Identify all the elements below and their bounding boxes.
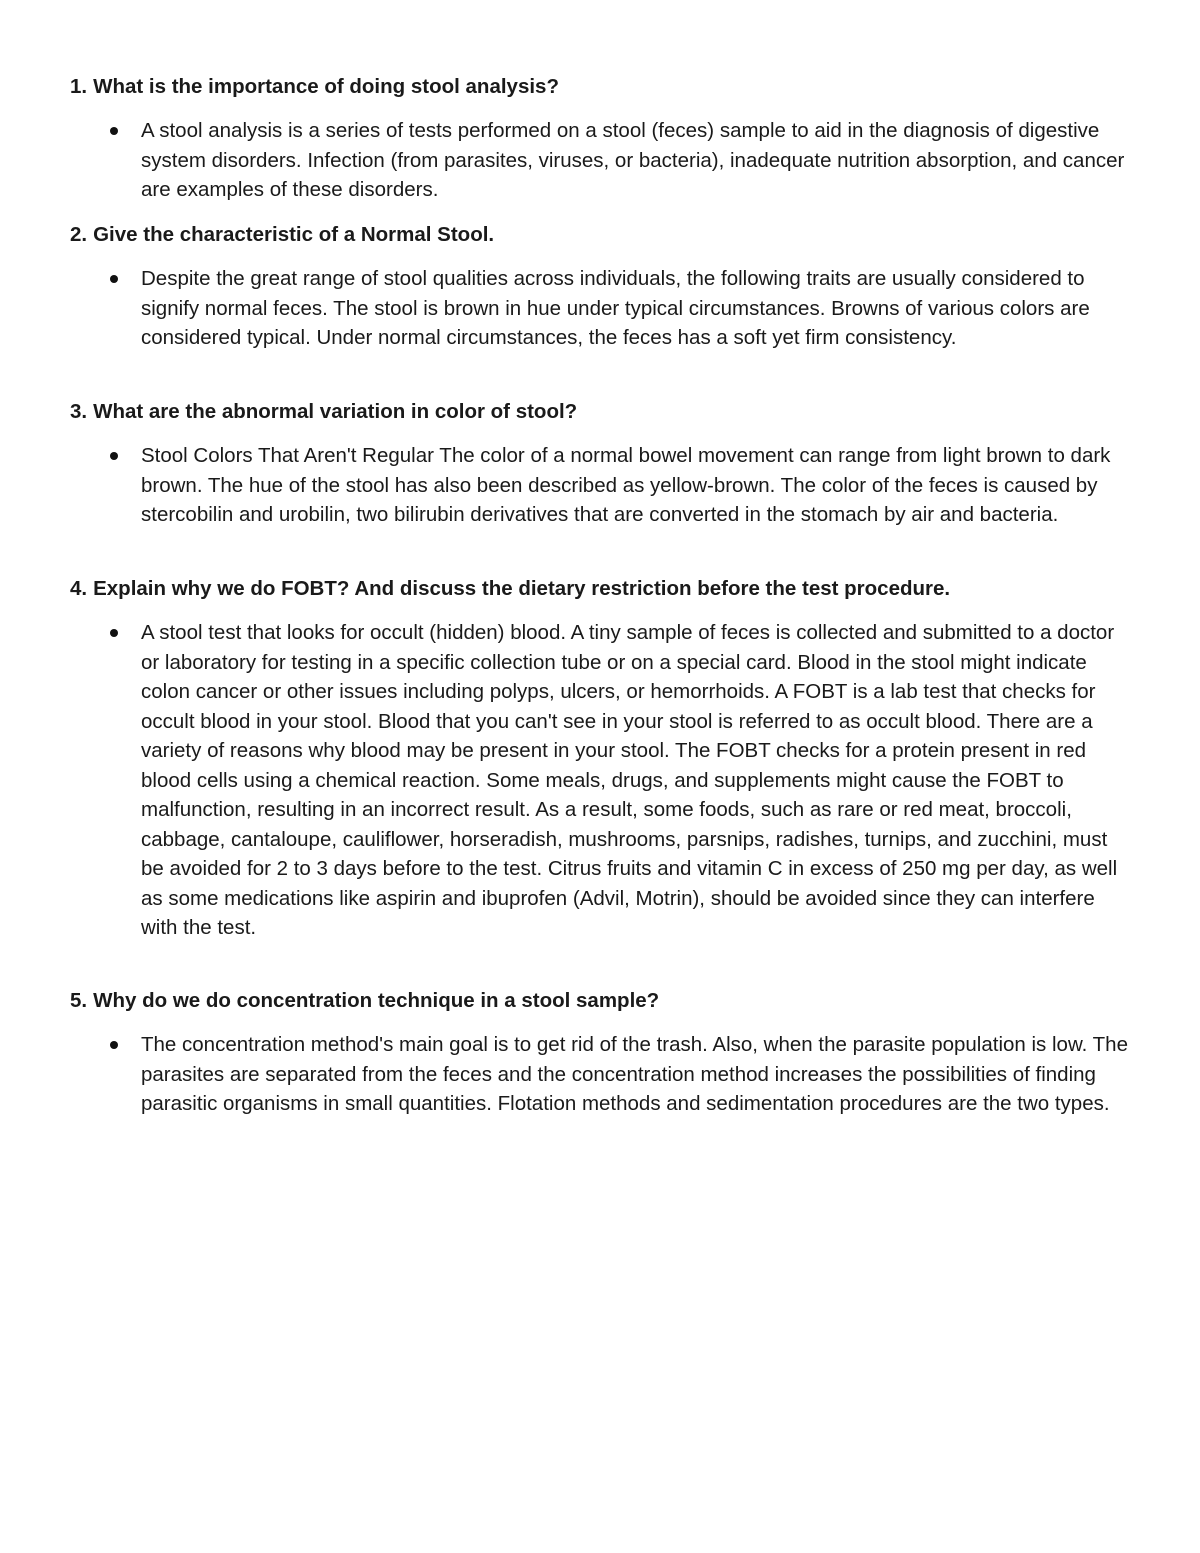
answer-bullet — [70, 1030, 1131, 1119]
question-text: What are the abnormal variation in color of stool? — [93, 400, 578, 423]
question-heading — [70, 986, 1135, 1015]
question-text: Give the characteristic of a Normal Stool. — [93, 223, 495, 246]
answer-bullet — [70, 264, 1131, 353]
question-text: What is the importance of doing stool analysis? — [93, 75, 559, 98]
answer-bullet — [70, 618, 1131, 943]
answer-text: A stool test that looks for occult (hidden) blood. A tiny sample of feces is collected and submitted to a doctor or laboratory for testing in a specific collection tube or on a special card. Blood in the stool might indicate colon cancer or other issues including polyps, ulcers, or hemorrhoids. A FOBT is a lab test that checks for occult blood in your stool. Blood that you can't see in your stool is referred to as occult blood. There are a variety of reasons why blood may be present in your stool. The FOBT checks for a protein present in red blood cells using a chemical reaction. Some meals, drugs, and supplements might cause the FOBT to malfunction, resulting in an incorrect result. As a result, some foods, such as rare or red meat, broccoli, cabbage, cantaloupe, cauliflower, horseradish, mushrooms, parsnips, radishes, turnips, and zucchini, must be avoided for 2 to 3 days before to the test. Citrus fruits and vitamin C in excess of 250 mg per day, as well as some medications like aspirin and ibuprofen (Advil, Motrin), should be avoided since they can interfere with the test. — [141, 621, 1118, 939]
question-number: 4. — [70, 577, 88, 600]
question-number: 2. — [70, 223, 88, 246]
qa-item-1 — [70, 72, 1135, 205]
bullet-icon — [110, 127, 118, 135]
answer-text: The concentration method's main goal is to get rid of the trash. Also, when the parasite population is low. The parasites are separated from the feces and the concentration method increases the possibilities of finding parasitic organisms in small quantities. Flotation methods and sedimentation procedures are the two types. — [141, 1033, 1128, 1115]
bullet-icon — [110, 452, 118, 460]
qa-item-2 — [70, 220, 1135, 353]
question-heading — [70, 397, 1135, 426]
bullet-icon — [110, 1041, 118, 1049]
answer-text: Stool Colors That Aren't Regular The color of a normal bowel movement can range from light brown to dark brown. The hue of the stool has also been described as yellow-brown. The color of the feces is caused by stercobilin and urobilin, two bilirubin derivatives that are converted in the stomach by air and bacteria. — [141, 444, 1111, 526]
question-heading — [70, 574, 1135, 603]
qa-item-4 — [70, 574, 1135, 943]
qa-item-3 — [70, 397, 1135, 530]
question-number: 3. — [70, 400, 88, 423]
question-number: 1. — [70, 75, 88, 98]
question-heading — [70, 220, 1135, 249]
question-number: 5. — [70, 989, 88, 1012]
bullet-icon — [110, 275, 118, 283]
question-heading — [70, 72, 1135, 101]
answer-bullet — [70, 441, 1131, 530]
bullet-icon — [110, 629, 118, 637]
question-text: Why do we do concentration technique in a stool sample? — [93, 989, 660, 1012]
qa-item-5 — [70, 986, 1135, 1119]
question-text: Explain why we do FOBT? And discuss the dietary restriction before the test procedure. — [93, 577, 951, 600]
answer-text: A stool analysis is a series of tests performed on a stool (feces) sample to aid in the diagnosis of digestive system disorders. Infection (from parasites, viruses, or bacteria), inadequate nutrition absorption, and cancer are examples of these disorders. — [141, 119, 1125, 201]
answer-text: Despite the great range of stool qualities across individuals, the following traits are usually considered to signify normal feces. The stool is brown in hue under typical circumstances. Browns of various colors are considered typical. Under normal circumstances, the feces has a soft yet firm consistency. — [141, 267, 1090, 349]
answer-bullet — [70, 116, 1131, 205]
